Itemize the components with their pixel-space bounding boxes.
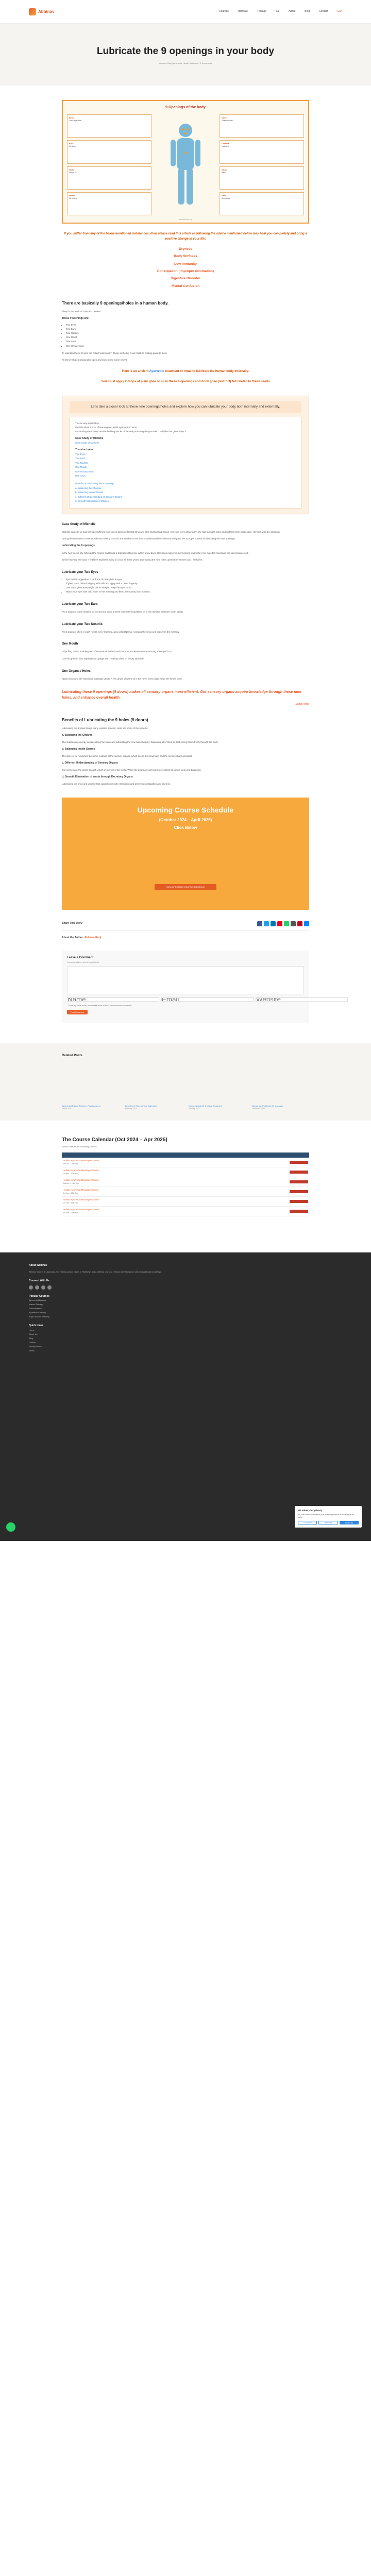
toc-line: We talk about it a lot of learning on Useful Ayurvedic Course — [75, 426, 137, 429]
infographic-box: Mouth Oil pulling — [67, 192, 151, 215]
logo-icon — [29, 8, 36, 15]
reddit-icon[interactable] — [277, 921, 282, 926]
comment-form — [62, 951, 309, 1023]
twitter-icon[interactable] — [47, 1285, 52, 1290]
infographic-box: Skin Abhyanga — [220, 192, 304, 215]
calendar-row: Holistic Ayurveda Massage Course 3rd Mar – 19th Mar — [62, 1207, 309, 1216]
cookie-reject-button[interactable]: Reject All — [318, 1521, 338, 1524]
whatsapp-chat-icon[interactable] — [6, 1522, 15, 1532]
imbalance-item: Low Immunity — [174, 262, 197, 266]
share-label: Share This Story — [62, 922, 82, 925]
related-card[interactable]: Nasya: Nasal Oil Therapy Explained January 2024 — [189, 1104, 222, 1110]
cookie-text: We use cookies to enhance your browsing experience and analyze our traffic. — [298, 1514, 355, 1518]
section-paragraph: They do the work of Gain and release. — [62, 310, 102, 313]
share-bar — [62, 921, 309, 931]
mouth-paragraph: Oil pulling: swish a tablespoon of sesame oil in the mouth for 5 to 10 minutes every morning, then spit it out. — [62, 650, 173, 653]
toc-link[interactable]: Two Eyes — [75, 452, 86, 455]
pinterest-icon[interactable] — [297, 921, 302, 926]
post-comment-button[interactable]: Post Comment — [67, 1010, 88, 1014]
infographic-box: Anus Basti — [220, 166, 304, 190]
toc-link[interactable]: One Anus — [75, 474, 86, 478]
imbalance-item: Body Stiffness — [174, 255, 197, 259]
benefit-text: Lubricating the anus and urinary tract supports smooth elimination and prevents constipation and dryness. — [62, 783, 171, 786]
list-item: • Wash your eyes with cold water in the morning and keep them away from screens. — [66, 590, 309, 594]
cookie-banner — [295, 1506, 362, 1528]
infographic-box: Nose Nasya oil — [67, 166, 151, 190]
calendar-title: The Course Calendar (Oct 2024 – Apr 2025) — [62, 1137, 167, 1143]
facebook-icon[interactable] — [257, 921, 262, 926]
banner-title: Upcoming Course Schedule — [137, 806, 234, 815]
banner-click: Click Below — [174, 825, 197, 831]
pull-quote: Lubricating these 9 openings (9 doors) makes all sensory organs more efficient. Our sensory organs acquire knowledge through these nine holes, and enhance overall health. — [62, 690, 301, 700]
whatsapp-icon[interactable] — [284, 921, 289, 926]
calendar-row: Holistic Ayurveda Massage Course 1st Nov – 17th Nov — [62, 1167, 309, 1177]
course-calendar — [62, 1136, 309, 1216]
toc-line: This is very informative. — [75, 421, 100, 425]
enroll-button[interactable] — [290, 1171, 308, 1174]
list-item: • Use warm ghee every night before sleep to keep the eyes moist. — [66, 586, 309, 590]
toc-link[interactable]: c. Different Understanding of Sensory Organs — [75, 495, 122, 498]
email-field[interactable] — [161, 997, 254, 1002]
footer-link[interactable]: Terms — [29, 1349, 35, 1352]
section-heading: There are basically 9 openings/holes in a human body. — [62, 300, 169, 306]
benefit-title: a. Balancing the Chakras — [62, 733, 93, 737]
comment-note: Your email address will not be published. — [67, 961, 100, 963]
toc-link[interactable]: One Urinary tract — [75, 470, 93, 473]
nav-blog[interactable]: Blog — [305, 9, 310, 13]
infographic-title: 9 Openings of the body — [165, 106, 206, 109]
table-of-contents — [62, 396, 309, 514]
case-study-paragraph: In the two weeks she followed the regime and found a dramatic difference within a few days. Her sleep improved, her hearing was better, her eyes felt moist and her skin became soft. — [62, 551, 249, 554]
imbalance-item: Digestive Disorder — [171, 277, 200, 281]
calendar-row: Holistic Ayurveda Massage Course 2nd Oct – 18th Oct — [62, 1158, 309, 1167]
mouth-heading: One Mouth — [62, 642, 78, 646]
banner-dates: (October 2024 – April 2025) — [159, 818, 212, 823]
footer-link[interactable]: Blog — [29, 1336, 33, 1340]
case-study-paragraph: Michelle came to us and her was suffering from lots of ailments for last 40 years. She had hearing issues, her eyes were always dry, she had stomach ache and suffered from indigestion. Her skin was dry and itchy. — [62, 530, 281, 533]
cookie-customize-button[interactable]: Customize — [298, 1521, 317, 1524]
ayurvedic-link[interactable]: Ayurvedic — [149, 369, 164, 373]
footer-link[interactable]: Home — [29, 1328, 35, 1331]
page-hero — [0, 24, 371, 86]
top-navigation — [0, 0, 371, 24]
list-item: • Two Ears — [66, 327, 309, 331]
toc-link[interactable]: Two Nostrils — [75, 461, 88, 464]
related-card[interactable]: Abhyanga: Full Body Oil Massage December 2023 — [252, 1104, 283, 1110]
imbalance-item: Dryness — [179, 247, 192, 251]
infographic-image — [62, 100, 309, 224]
toc-link[interactable]: Case Study of Michelle — [75, 441, 99, 444]
footer-heading: About Abhinav — [29, 1263, 47, 1267]
nav-courses[interactable]: Courses — [219, 9, 229, 13]
nav-retreats[interactable]: Retreats — [238, 9, 248, 13]
calendar-row: Holistic Ayurveda Massage Course 1st Feb – 17th Feb — [62, 1197, 309, 1207]
toc-label: The nine holes: — [75, 448, 94, 452]
toc-link[interactable]: One Mouth — [75, 466, 87, 469]
footer-link[interactable]: Yoga Teacher Training — [29, 1315, 49, 1318]
infographic-box: Urethra Hydration — [220, 140, 304, 163]
name-field[interactable] — [67, 997, 159, 1002]
section-paragraph: All these 9 holes should also open and close up to some extent. — [62, 359, 128, 362]
mouth-paragraph: Use the ghee in food regularly and gargle with Healing Ghee on empty stomach. — [62, 657, 144, 660]
related-card[interactable]: Ayurveda Healing Retreat – Panchakarma March 2024 — [62, 1104, 100, 1110]
enroll-button[interactable] — [290, 1180, 308, 1183]
footer-socials — [29, 1285, 342, 1290]
nav-contact[interactable]: Contact — [319, 9, 328, 13]
benefit-title: d. Smooth Elimination of waste through Excretory Organs — [62, 775, 133, 778]
toc-link[interactable]: b. Balancing Inside Senses — [75, 491, 104, 494]
nav-therapy[interactable]: Therapy — [257, 9, 266, 13]
footer-link[interactable]: Marma Therapy — [29, 1303, 44, 1306]
toc-link[interactable]: a. Balancing the Chakras — [75, 486, 102, 489]
footer-about: Abhinav Gunj is an Ayurveda and healing school based in Rishikesh, India offering courses, retreats and therapies rooted in traditional knowledge. — [29, 1270, 162, 1274]
linkedin-icon[interactable] — [271, 921, 276, 926]
footer-link[interactable]: About Us — [29, 1332, 38, 1335]
toc-link[interactable]: d. Smooth Elimination of Wastes — [75, 500, 109, 503]
enroll-button[interactable] — [290, 1200, 308, 1203]
footer-link[interactable]: Ayurveda Cooking — [29, 1311, 46, 1314]
ears-paragraph: Put 3 drops of warm sesame oil in each ear once a week. Keep the head tilted for a few minutes and then clean gently. — [62, 611, 184, 614]
toc-link[interactable]: Two Ears — [75, 457, 85, 460]
imbalance-item: Constipation (improper elimination) — [157, 269, 214, 274]
list-item: • If ghee hurts, dilute it slightly with milk and apply with a clean fingertip. — [66, 582, 309, 586]
infographic-box: Eyes Ghee eye wash — [67, 114, 151, 138]
ears-heading: Lubricate your Two Ears — [62, 603, 98, 606]
footer-link[interactable]: Panchakarma — [29, 1307, 42, 1310]
calendar-header — [62, 1153, 309, 1158]
facebook-icon[interactable] — [29, 1285, 33, 1290]
benefit-text: Our senses are the doors through which we perceive the world. When the doors are well oiled, perception becomes clear and balanced. — [62, 769, 201, 772]
footer-link[interactable]: Ayurveda Massage — [29, 1299, 47, 1302]
nav-about[interactable]: About — [289, 9, 296, 13]
comment-textarea[interactable] — [67, 967, 304, 994]
case-study-heading: Case Study of Michelle — [62, 522, 96, 526]
author-box: About the Author: Abhinav Gunj — [62, 936, 102, 940]
list-item: • One Anus — [66, 340, 309, 344]
eyes-heading: Lubricate your Two Eyes — [62, 570, 98, 574]
save-info-checkbox[interactable]: ☐ Save my name, email, and website in this browser for the next time I comment. — [67, 1004, 132, 1007]
list-item: • Eye health suggestion: 2 -3 drops of pure ghee in eyes. — [66, 578, 309, 582]
organs-heading: One Organs / Holes — [62, 669, 91, 673]
footer-heading: Popular Courses — [29, 1294, 50, 1298]
case-study-paragraph: Before leaving, she said, 'I felt like I had been living in a box all these years, Lubricating the nine holes opened my senses and I feel alive.' — [62, 558, 204, 562]
ritual-callout: Here is an ancient Ayurvedic treatment or ritual to lubricate the human body internally. You must apply 2 drops of plain ghee or oil in these 9 openings and drink ghee (not to 3) fell related to these seeds — [62, 369, 309, 384]
benefit-title: c. Different Understanding of Sensory Organs — [62, 761, 118, 765]
related-posts — [0, 1043, 371, 1121]
list-item: • One Mouth — [66, 335, 309, 340]
toc-intro: Let's take a closer look at these nine openings/holes and explore how you can lubricate your body both internally and externally. — [70, 401, 301, 413]
toc-label: Case Study of Michelle — [75, 437, 104, 440]
view-schedule-button[interactable]: VIEW UPCOMING COURSE SCHEDULE — [155, 884, 216, 890]
enroll-button[interactable] — [290, 1161, 308, 1164]
messenger-icon[interactable] — [304, 921, 309, 926]
toc-link[interactable]: Benefits of Lubricating the 9 openings — [75, 482, 114, 485]
benefits-paragraph: Lubricating the 9 holes brings many positive benefits. Here are some of the benefits: — [62, 726, 148, 730]
list-title: These 9 openings are: — [62, 316, 89, 320]
toc-box — [70, 417, 301, 509]
calendar-hint: Scroll to see all our upcoming courses — [62, 1145, 97, 1148]
nostrils-heading: Lubricate your Two Nostrils — [62, 622, 103, 626]
calendar-row: Holistic Ayurveda Massage Course 2nd Dec – 18th Dec — [62, 1177, 309, 1187]
list-item: • Two Eyes — [66, 323, 309, 327]
infographic-footer: www.abhinav.org — [178, 218, 193, 221]
benefit-text: The chakras are energy centres along the spine and lubricating the nine holes helps in balancing all of them so that energy flows freely through the body. — [62, 741, 218, 744]
footer-heading: Quick Links — [29, 1324, 44, 1328]
share-icons — [257, 921, 309, 926]
cookie-accept-button[interactable]: Accept All — [340, 1521, 359, 1524]
body-figure-icon — [155, 114, 216, 215]
imbalance-item: Mental Confusion — [171, 284, 200, 288]
case-study-paragraph: During the two week course at Abhinav Healing Ground, the teachers took time to understand her ailments and gave her a proper routine of lubricating the nine openings. — [62, 537, 236, 540]
organs-paragraph: Apply oil around the navel and massage gently. A few drops of warm oil in the navel every night helps the whole body. — [62, 677, 182, 680]
footer-link[interactable]: Privacy Policy — [29, 1345, 42, 1348]
imbalance-list — [62, 246, 309, 290]
callout-instruction: You must apply 2 drops of plain ghee or oil in these 9 openings and drink ghee (not to 3) fell related to these seeds — [101, 380, 270, 383]
benefits-heading: Benefits of Lubricating the 9 holes (9 doors) — [62, 717, 148, 722]
nav-cart[interactable]: Cart — [337, 9, 342, 13]
footer-link[interactable]: Contact — [29, 1341, 36, 1344]
eyes-list — [62, 578, 309, 594]
benefit-title: b. Balancing Inside Senses — [62, 747, 95, 751]
nav-sai[interactable]: Sai — [275, 9, 280, 13]
openings-list — [62, 323, 309, 348]
website-field[interactable] — [256, 997, 348, 1002]
infographic-box: Ears Oil drops — [67, 140, 151, 163]
logo-text: Abhinav — [38, 9, 55, 14]
toc-line: Lubricating the 9 holes are the building blocks of life and protecting the grounded body like this ghee helps it. — [75, 430, 187, 433]
case-study-label: Lubricating the 9 openings — [62, 544, 95, 548]
youtube-icon[interactable] — [41, 1285, 45, 1290]
calendar-row: Holistic Ayurveda Massage Course 3rd Jan – 19th Jan — [62, 1187, 309, 1197]
site-logo[interactable] — [29, 8, 91, 15]
enroll-button[interactable] — [290, 1190, 308, 1193]
related-card[interactable]: Benefits of Ghee in Your Daily Diet February 2024 — [125, 1104, 157, 1110]
post-meta: Abhinav Gunj | Ayurveda, Health, Wellness | 0 Comments — [159, 62, 212, 65]
list-item: • One Urinary tract — [66, 344, 309, 348]
related-heading: Related Posts — [62, 1054, 82, 1057]
intro-question: If you suffer from any of the below mentioned imbalances, then please read this article as following the advice mentioned below may heal you completely and bring a positive change in your life: — [64, 232, 307, 241]
comment-heading: Leave a Comment — [67, 956, 94, 959]
site-footer — [0, 1252, 371, 1541]
nostrils-paragraph: Put 2 drops of ghee in each nostril every morning, also called Nasya. It cleans the sinus and improves the memory. — [62, 630, 180, 633]
infographic-box: Navel Ghee in navel — [220, 114, 304, 138]
article-content — [62, 100, 309, 1023]
course-schedule-banner — [62, 798, 309, 910]
email-icon[interactable] — [291, 921, 296, 926]
enroll-button[interactable] — [290, 1210, 308, 1213]
main-nav — [219, 10, 342, 14]
twitter-icon[interactable] — [264, 921, 269, 926]
benefit-text: The ghee or oil nourishes the nerve endings of the sensory organs, which keeps the mind calm and the senses sharp and alert. — [62, 755, 193, 758]
instagram-icon[interactable] — [35, 1285, 39, 1290]
quote-author: Sagari Mina — [295, 703, 309, 706]
author-link[interactable]: Abhinav Gunj — [84, 936, 102, 940]
footer-heading: Connect With Us — [29, 1279, 49, 1283]
section-paragraph: To maintain these 9 holes are called 'Lubrication'. These is the big Food / Nature coating given to them. — [62, 351, 168, 354]
page-title: Lubricate the 9 openings in your body — [96, 45, 275, 57]
list-item: • Two Nostrils — [66, 331, 309, 335]
cookie-title: We value your privacy — [298, 1509, 323, 1512]
